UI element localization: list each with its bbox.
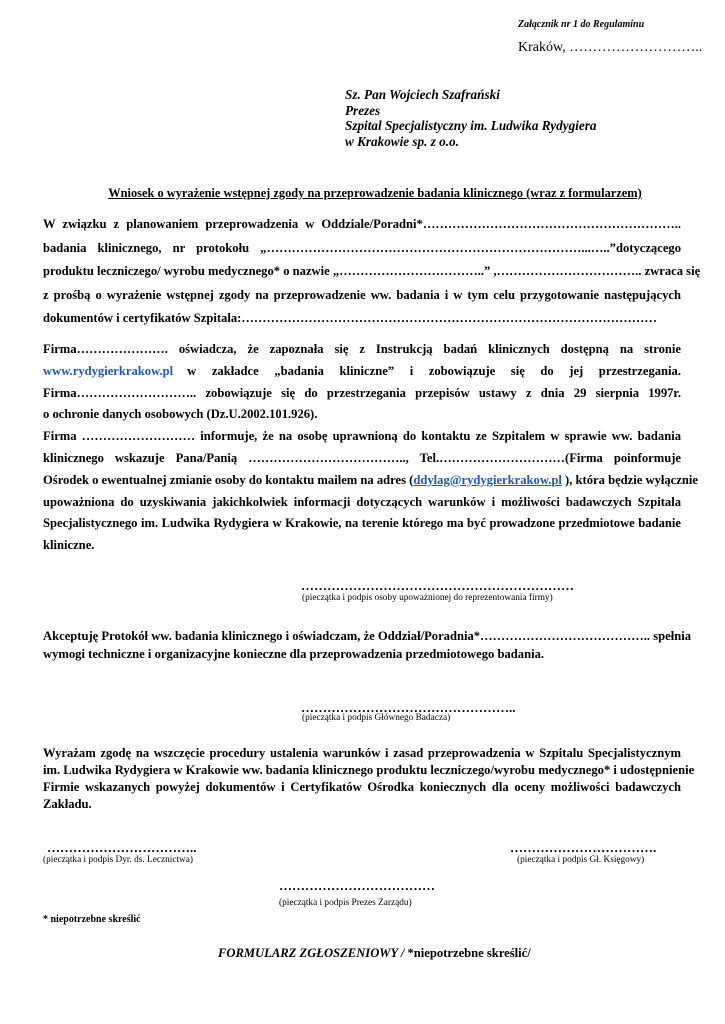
request-line-4: z prośbą o wyrażenie wstępnej zgody na przeprowadzenie ww. badania i w tym celu przygotowanie następujących (43, 287, 681, 302)
declaration-line-4: o ochronie danych osobowych (Dz.U.2002.101.926). (43, 407, 318, 422)
request-line-5: dokumentów i certyfikatów Szpitala:……………………………………………………………………………………… (43, 311, 657, 325)
acceptance-line-2: wymogi techniczne i organizacyjne konieczne dla przeprowadzenia przedmiotowego badania. (43, 646, 545, 661)
consent-line-2: im. Ludwika Rydygiera w Krakowie ww. badania klinicznego produktu leczniczego/wyrobu medycznego* i udostępnienie (43, 763, 695, 777)
declaration-line-5: Firma ……………………… informuje, że na osobę uprawnioną do kontaktu ze Szpitalem w sprawie ww. badania (43, 429, 681, 444)
website-link[interactable]: www.rydygierkrakow.pl (43, 363, 174, 378)
declaration-line-7 (43, 470, 698, 492)
recipient-block (345, 87, 596, 149)
request-line-3: produktu leczniczego/ wyrobu medycznego* o nazwie „……………………………..” ,…………………………….. zwraca się (43, 264, 701, 278)
form-title-main: FORMULARZ ZGŁOSZENIOWY / (218, 946, 405, 960)
acceptance-line-1: Akceptuję Protokół ww. badania klinicznego i oświadczam, że Oddział/Poradnia*………………………………….. spełnia (43, 629, 692, 643)
director-signature-caption: (pieczątka i podpis Dyr. ds. Lecznictwa) (43, 855, 193, 865)
investigator-signature-line: ………………………………………….. (301, 700, 516, 715)
consent-line-4: Zakładu. (43, 797, 92, 811)
declaration-line-2 (43, 361, 681, 383)
recipient-position: Prezes (345, 102, 381, 118)
declaration-line-9: Specjalistycznego im. Ludwika Rydygiera w Krakowie, na terenie którego ma być prowadzone przedmiotowe badanie (43, 516, 681, 531)
document-title: Wniosek o wyrażenie wstępnej zgody na przeprowadzenie badania klinicznego (wraz z formularzem) (108, 186, 642, 200)
declaration-line-7-post: ), która będzie wyłącznie (561, 472, 698, 487)
declaration-line-6: klinicznego wskazuje Pana/Panią ……………………………….., Tel.…………………………(Firma poinformuje (43, 450, 681, 465)
declaration-line-10: kliniczne. (43, 538, 95, 553)
investigator-signature-caption: (pieczątka i podpis Głównego Badacza) (302, 713, 451, 723)
declaration-line-8: upoważniona do uzyskiwania jakichkolwiek informacji dotyczących warunków i możliwości badawczych Szpitala (43, 494, 681, 509)
request-paragraph (43, 213, 701, 331)
accountant-signature-line: ……………………………. (510, 840, 657, 855)
consent-paragraph (43, 745, 695, 813)
consent-line-3: Firmie wskazanych powyżej dokumentów i Certyfikatów Ośrodka koniecznych dla oceny możliwości badawczych (43, 780, 681, 794)
request-line-2: badania klinicznego, nr protokołu „…………………………………………………………………...…..”dotyczącego (43, 240, 681, 255)
request-line-1: W związku z planowaniem przeprowadzenia w Oddziale/Poradni*…………………………………………………….. (43, 217, 681, 231)
place-date-line: Kraków, ……………………….. (518, 40, 703, 55)
president-signature-caption: (pieczątka i podpis Prezes Zarządu) (279, 898, 412, 908)
accountant-signature-caption: (pieczątka i podpis Gł. Księgowy) (517, 855, 645, 865)
company-signature-line: ……………………………………………………… (301, 578, 574, 593)
president-signature-line: ……………………………… (279, 878, 435, 893)
acceptance-paragraph (43, 628, 692, 663)
recipient-city: w Krakowie sp. z o.o. (345, 133, 459, 149)
email-link[interactable]: ddylag@rydygierkrakow.pl (413, 472, 562, 487)
footnote: * niepotrzebne skreślić (43, 914, 141, 925)
declaration-line-1: Firma…………………. oświadcza, że zapoznała się z Instrukcją badań klinicznych dostępną na stronie (43, 342, 681, 356)
recipient-name: Sz. Pan Wojciech Szafrański (345, 87, 500, 102)
recipient-hospital: Szpital Specjalistyczny im. Ludwika Rydygiera (345, 118, 597, 134)
form-title-note: *niepotrzebne skreślić/ (404, 946, 531, 960)
declaration-line-3: Firma……………………….. zobowiązuje się do przestrzegania przepisów ustawy z dnia 29 sierpnia 1997r. (43, 385, 681, 400)
attachment-label: Załącznik nr 1 do Regulaminu (518, 19, 645, 30)
consent-line-1: Wyrażam zgodę na wszczęcie procedury ustalenia warunków i zasad przeprowadzenia w Szpitalu Specjalistycznym (43, 746, 681, 760)
company-signature-caption: (pieczątka i podpis osoby upoważnionej do reprezentowania firmy) (302, 593, 553, 603)
form-title (218, 946, 531, 961)
declaration-line-7-pre: Ośrodek o ewentualnej zmianie osoby do kontaktu mailem na adres ( (43, 472, 414, 487)
director-signature-line: …………………………….. (47, 840, 197, 855)
declaration-line-2-text: w zakładce „badania kliniczne” i zobowiązuje się do jej przestrzegania. (187, 363, 681, 378)
declaration-paragraph (43, 339, 698, 557)
